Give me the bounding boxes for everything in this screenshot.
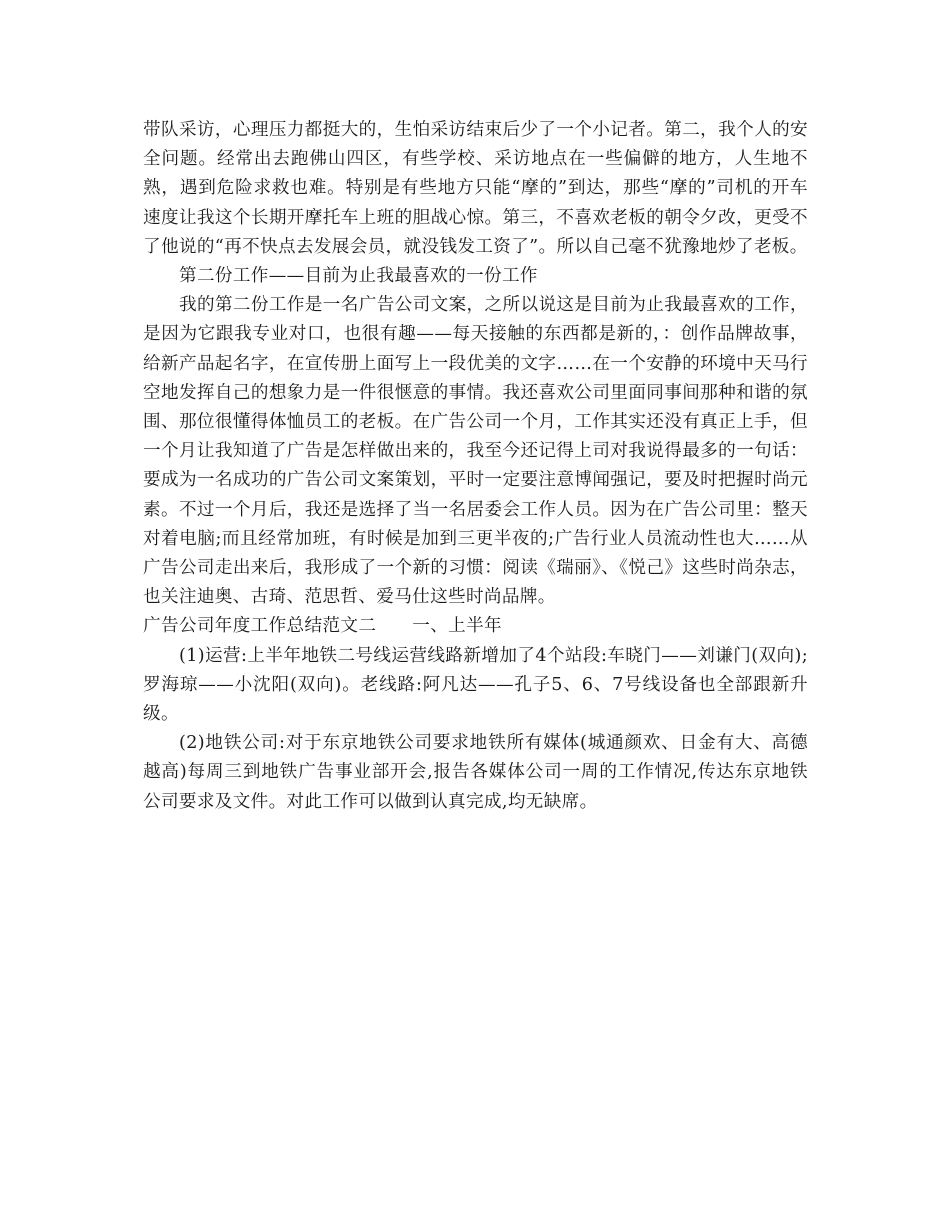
list-item: (1)运营:上半年地铁二号线运营线路新增加了4个站段:车晓门——刘谦门(双向);罗海琼——小沈阳(双向)。老线路:阿凡达——孔子5、6、7号线设备也全部跟新升级。 bbox=[143, 645, 808, 725]
list-item: (2)地铁公司:对于东京地铁公司要求地铁所有媒体(城通颜欢、日金有大、高德越高)每周三到地铁广告事业部开会,报告各媒体公司一周的工作情况,传达东京地铁公司要求及文件。对此工作可以做到认真完成,均无缺席。 bbox=[143, 733, 808, 812]
document-page bbox=[143, 116, 808, 817]
body-paragraph: 我的第二份工作是一名广告公司文案，之所以说这是目前为止我最喜欢的工作，是因为它跟我专业对口，也很有趣——每天接触的东西都是新的，：创作品牌故事，给新产品起名字，在宣传册上面写上一段优美的文字……在一个安静的环境中天马行空地发挥自己的想象力是一件很惬意的事情。我还喜欢公司里面同事间那种和谐的氛围、那位很懂得体恤员工的老板。在广告公司一个月，工作其实还没有真正上手，但一个月让我知道了广告是怎样做出来的，我至今还记得上司对我说得最多的一句话：要成为一名成功的广告公司文案策划，平时一定要注意博闻强记，要及时把握时尚元素。不过一个月后，我还是选择了当一名居委会工作人员。因为在广告公司里：整天对着电脑;而且经常加班，有时候是加到三更半夜的;广告行业人员流动性也大……从广告公司走出来后，我形成了一个新的习惯：阅读《瑞丽》、《悦己》这些时尚杂志，也关注迪奥、古琦、范思哲、爱马仕这些时尚品牌。 bbox=[143, 295, 808, 608]
job-heading: 第二份工作——目前为止我最喜欢的一份工作 bbox=[179, 266, 538, 287]
body-paragraph: 带队采访，心理压力都挺大的，生怕采访结束后少了一个小记者。第二，我个人的安全问题。经常出去跑佛山四区，有些学校、采访地点在一些偏僻的地方，人生地不熟，遇到危险求救也难。特别是有些地方只能“摩的”到达，那些“摩的”司机的开车速度让我这个长期开摩托车上班的胆战心惊。第三，不喜欢老板的朝令夕改，更受不了他说的“再不快点去发展会员，就没钱发工资了”。所以自己毫不犹豫地炒了老板。 bbox=[143, 120, 808, 257]
section-subtitle: 一、上半年 bbox=[412, 616, 503, 637]
section-heading bbox=[143, 612, 808, 641]
section-title: 广告公司年度工作总结范文二 bbox=[143, 616, 377, 637]
